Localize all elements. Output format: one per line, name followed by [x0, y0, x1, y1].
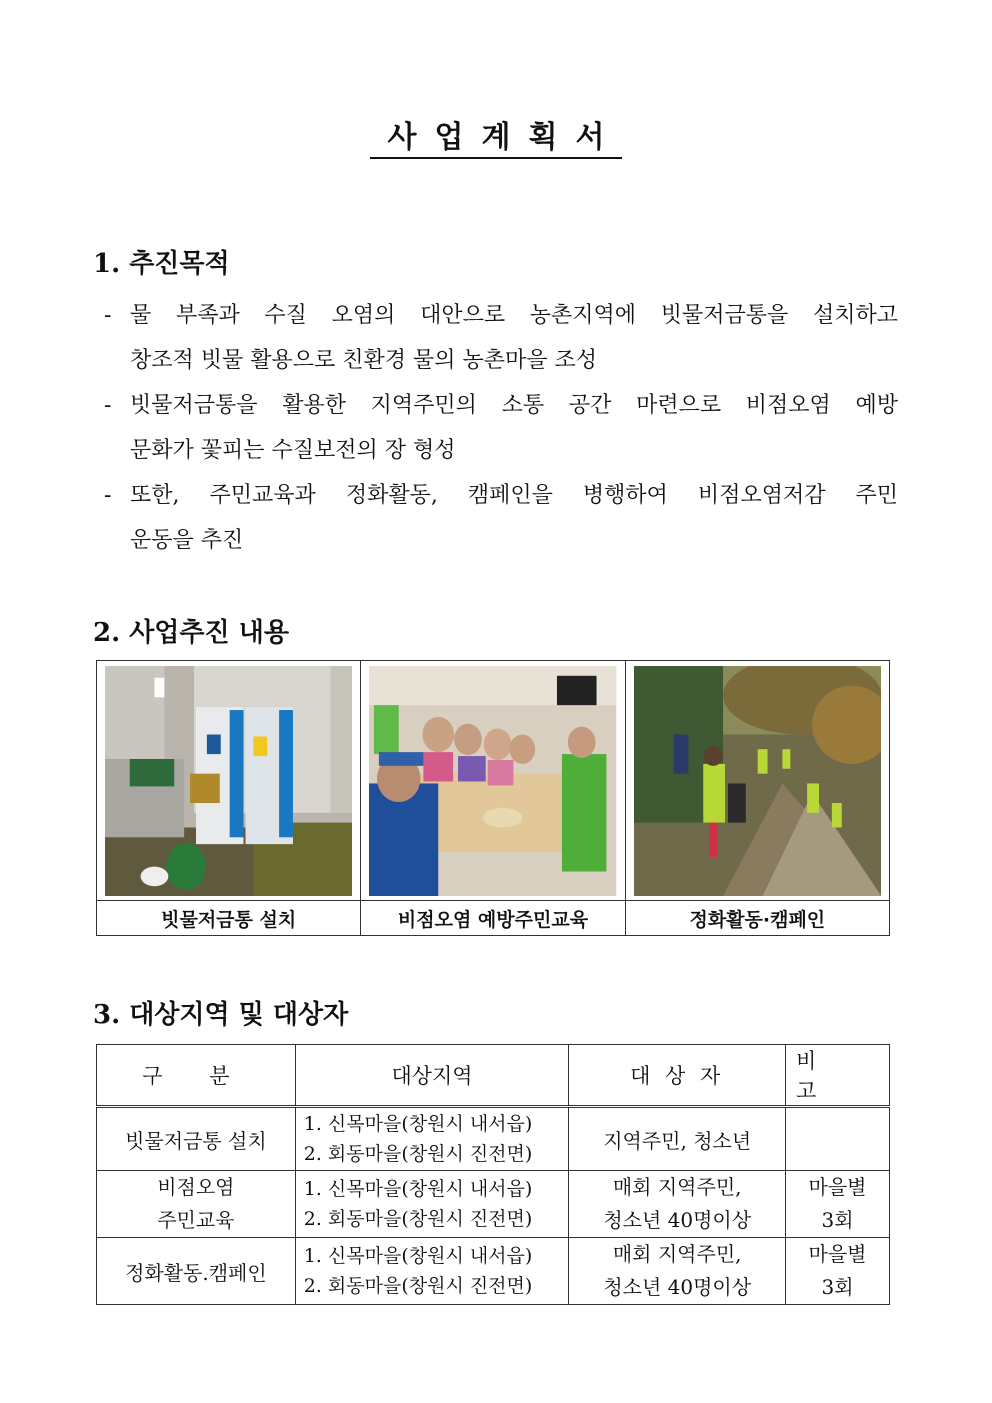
area-item: 2. 회동마을(창원시 진전면)	[303, 1208, 533, 1230]
row-area	[295, 1171, 569, 1238]
purpose-bullet	[104, 473, 898, 563]
table-row	[97, 1171, 890, 1238]
row-target	[569, 1107, 786, 1171]
section2-heading: 2. 사업추진 내용	[93, 618, 289, 648]
area-item: 1. 신목마을(창원시 내서읍)	[303, 1245, 533, 1267]
target-text: 청소년 40명이상	[603, 1208, 752, 1232]
target-text: 지역주민, 청소년	[603, 1128, 752, 1153]
header-area: 대상지역	[295, 1045, 569, 1107]
purpose-bullets	[104, 293, 898, 563]
photo-grid	[96, 660, 890, 936]
purpose-bullet	[104, 293, 898, 383]
rain-barrel-photo	[105, 666, 352, 896]
bullet-dash: -	[104, 303, 112, 328]
photo-caption: 비점오염 예방주민교육	[361, 900, 624, 935]
area-item: 2. 회동마을(창원시 진전면)	[303, 1143, 533, 1165]
note-text: 마을별	[808, 1242, 867, 1266]
row-note	[786, 1238, 890, 1305]
bullet-line: 물 부족과 수질 오염의 대안으로 농촌지역에 빗물저금통을 설치하고	[130, 303, 898, 328]
target-table	[96, 1044, 890, 1305]
area-item: 1. 신목마을(창원시 내서읍)	[303, 1113, 533, 1135]
row-area	[295, 1107, 569, 1171]
photo-cell	[97, 661, 361, 935]
photo-caption: 빗물저금통 설치	[97, 900, 360, 935]
note-text: 마을별	[808, 1175, 867, 1199]
row-category	[97, 1171, 296, 1238]
bullet-line: 빗물저금통을 활용한 지역주민의 소통 공간 마련으로 비점오염 예방	[130, 393, 898, 418]
bullet-line: 창조적 빗물 활용으로 친환경 물의 농촌마을 조성	[130, 348, 598, 373]
bullet-dash: -	[104, 483, 112, 508]
rain-barrel-image	[105, 666, 352, 896]
header-target: 대 상 자	[569, 1045, 786, 1107]
row-target	[569, 1238, 786, 1305]
education-photo	[369, 666, 616, 896]
row-target	[569, 1171, 786, 1238]
table-row	[97, 1107, 890, 1171]
row-category	[97, 1238, 296, 1305]
section1-heading: 1. 추진목적	[93, 249, 230, 279]
table-row	[97, 1238, 890, 1305]
photo-cell	[626, 661, 889, 935]
cleanup-image	[634, 666, 881, 896]
header-note: 비 고	[786, 1045, 890, 1107]
category-text: 정화활동.캠페인	[125, 1260, 267, 1285]
area-item: 2. 회동마을(창원시 진전면)	[303, 1275, 533, 1297]
document-title-wrap	[0, 112, 992, 156]
table-header-row	[97, 1045, 890, 1107]
target-text: 매회 지역주민,	[612, 1175, 742, 1199]
row-note	[786, 1107, 890, 1171]
row-category	[97, 1107, 296, 1171]
photo-caption: 정화활동·캠페인	[626, 900, 889, 935]
cleanup-photo	[634, 666, 881, 896]
bullet-line: 운동을 추진	[130, 528, 244, 553]
document-title: 사업계획서	[370, 120, 623, 159]
bullet-line: 또한, 주민교육과 정화활동, 캠페인을 병행하여 비점오염저감 주민	[130, 483, 898, 508]
category-text: 비점오염	[157, 1175, 235, 1199]
education-image	[369, 666, 616, 896]
target-text: 매회 지역주민,	[612, 1242, 742, 1266]
bullet-line: 문화가 꽃피는 수질보전의 장 형성	[130, 438, 456, 463]
header-category: 구 분	[97, 1045, 296, 1107]
photo-cell	[361, 661, 625, 935]
category-text: 주민교육	[157, 1208, 235, 1232]
row-note	[786, 1171, 890, 1238]
note-text: 3회	[821, 1275, 854, 1299]
note-text: 3회	[821, 1208, 854, 1232]
row-area	[295, 1238, 569, 1305]
purpose-bullet	[104, 383, 898, 473]
target-text: 청소년 40명이상	[603, 1275, 752, 1299]
category-text: 빗물저금통 설치	[125, 1128, 267, 1153]
bullet-dash: -	[104, 393, 112, 418]
area-item: 1. 신목마을(창원시 내서읍)	[303, 1178, 533, 1200]
section3-heading: 3. 대상지역 및 대상자	[93, 1000, 349, 1030]
